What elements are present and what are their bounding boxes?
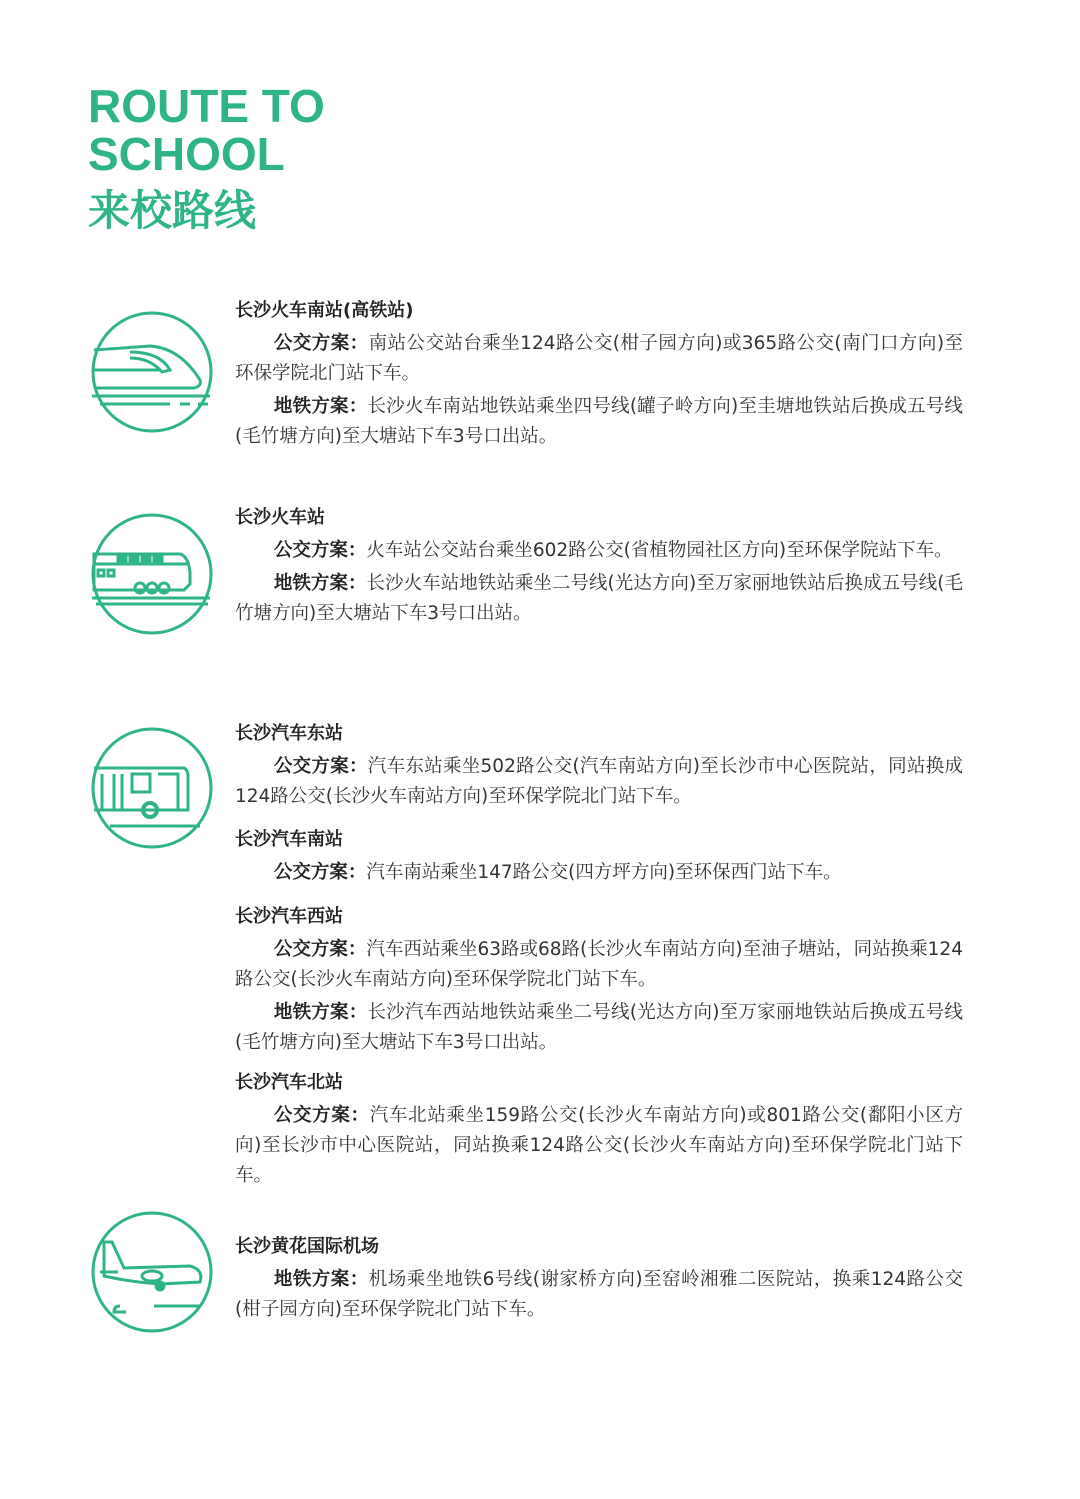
station-block-south-bus bbox=[235, 825, 963, 891]
station-name: 长沙汽车北站 bbox=[235, 1072, 343, 1093]
plan-metro bbox=[235, 392, 963, 452]
plan-label: 公交方案： bbox=[273, 1105, 370, 1126]
plan-label: 地铁方案： bbox=[273, 1002, 368, 1023]
plan-label: 地铁方案： bbox=[273, 573, 367, 594]
plan-metro bbox=[235, 569, 963, 629]
title-en-line2: SCHOOL bbox=[88, 128, 285, 180]
station-block-changsha-south-railway bbox=[235, 296, 963, 455]
station-block-airport bbox=[235, 1232, 963, 1328]
title-chinese: 来校路线 bbox=[88, 186, 257, 235]
high-speed-train-icon bbox=[90, 310, 214, 434]
plan-label: 公交方案： bbox=[273, 540, 367, 561]
title-en-line1: ROUTE TO bbox=[88, 80, 325, 132]
plan-text: 汽车东站乘坐502路公交(汽车南站方向)至长沙市中心医院站，同站换成124路公交(长沙火车南站方向)至环保学院北门站下车。 bbox=[235, 756, 963, 807]
plan-text: 长沙汽车西站地铁站乘坐二号线(光达方向)至万家丽地铁站后换成五号线(毛竹塘方向)至大塘站下车3号口出站。 bbox=[235, 1002, 963, 1053]
plan-bus bbox=[235, 329, 963, 389]
plan-text: 机场乘坐地铁6号线(谢家桥方向)至窑岭湘雅二医院站，换乘124路公交(柑子园方向)至环保学院北门站下车。 bbox=[235, 1269, 963, 1320]
plan-text: 南站公交站台乘坐124路公交(柑子园方向)或365路公交(南门口方向)至环保学院北门站下车。 bbox=[235, 333, 963, 384]
plan-text: 汽车西站乘坐63路或68路(长沙火车南站方向)至油子塘站，同站换乘124路公交(长沙火车南站方向)至环保学院北门站下车。 bbox=[235, 939, 963, 990]
plan-bus bbox=[235, 1101, 963, 1191]
station-block-changsha-railway bbox=[235, 503, 963, 632]
station-name: 长沙汽车东站 bbox=[235, 723, 343, 744]
plan-bus bbox=[235, 536, 963, 566]
plan-label: 公交方案： bbox=[273, 333, 369, 354]
plan-metro bbox=[235, 1265, 963, 1325]
station-name: 长沙汽车西站 bbox=[235, 906, 343, 927]
plan-text: 长沙火车南站地铁站乘坐四号线(罐子岭方向)至圭塘地铁站后换成五号线(毛竹塘方向)至大塘站下车3号口出站。 bbox=[235, 396, 963, 447]
plan-label: 地铁方案： bbox=[273, 396, 368, 417]
plan-label: 公交方案： bbox=[273, 939, 367, 960]
plan-label: 地铁方案： bbox=[273, 1269, 369, 1290]
station-name: 长沙火车南站(高铁站) bbox=[235, 300, 414, 321]
bus-icon bbox=[90, 726, 214, 850]
plan-text: 火车站公交站台乘坐602路公交(省植物园社区方向)至环保学院站下车。 bbox=[366, 540, 953, 561]
plan-text: 汽车南站乘坐147路公交(四方坪方向)至环保西门站下车。 bbox=[366, 862, 842, 883]
plan-metro bbox=[235, 998, 963, 1058]
plan-text: 长沙火车站地铁站乘坐二号线(光达方向)至万家丽地铁站后换成五号线(毛竹塘方向)至大塘站下车3号口出站。 bbox=[235, 573, 963, 624]
train-icon bbox=[90, 512, 214, 636]
station-block-north-bus bbox=[235, 1068, 963, 1194]
station-block-east-bus bbox=[235, 719, 963, 815]
station-name: 长沙汽车南站 bbox=[235, 829, 343, 850]
plan-bus bbox=[235, 935, 963, 995]
plan-label: 公交方案： bbox=[273, 862, 367, 883]
plan-bus bbox=[235, 858, 963, 888]
station-name: 长沙黄花国际机场 bbox=[235, 1236, 379, 1257]
plan-text: 汽车北站乘坐159路公交(长沙火车南站方向)或801路公交(鄱阳小区方向)至长沙市中心医院站，同站换乘124路公交(长沙火车南站方向)至环保学院北门站下车。 bbox=[235, 1105, 963, 1186]
title-english bbox=[88, 82, 325, 178]
station-name: 长沙火车站 bbox=[235, 507, 325, 528]
station-block-west-bus bbox=[235, 902, 963, 1061]
plan-bus bbox=[235, 752, 963, 812]
airplane-icon bbox=[90, 1210, 214, 1334]
plan-label: 公交方案： bbox=[273, 756, 368, 777]
